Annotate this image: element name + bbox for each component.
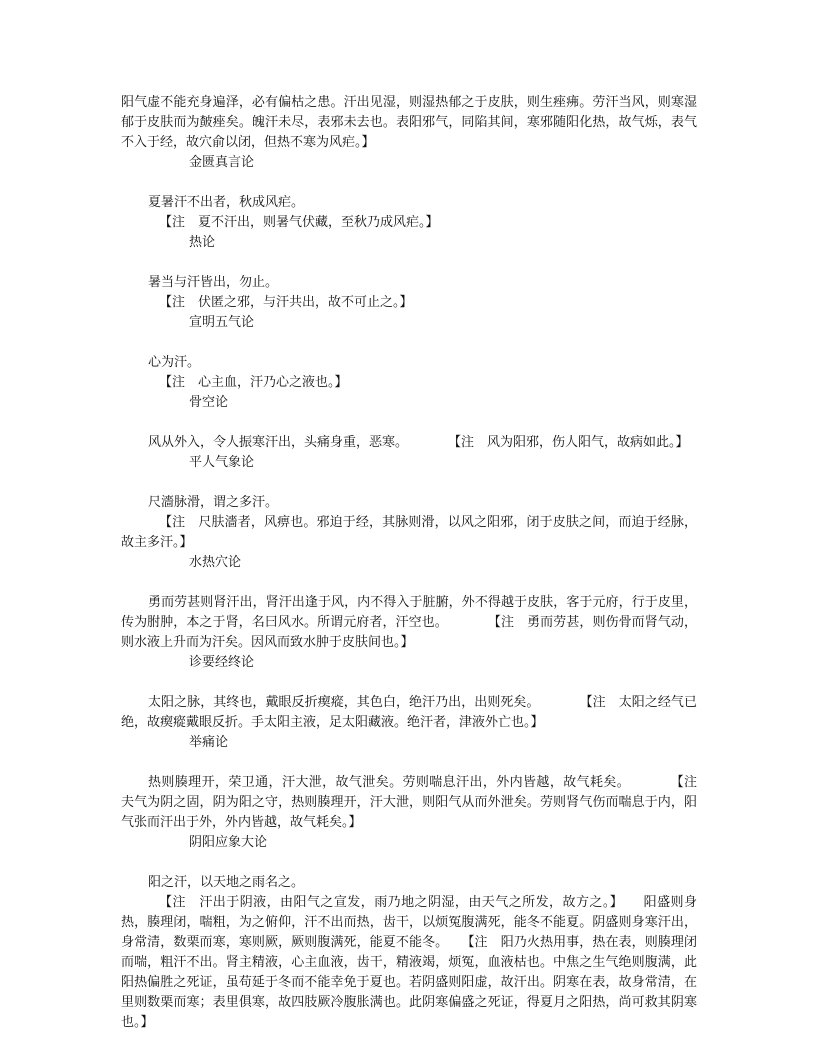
inline-annotation: 【注 夫气为阴之固，阴为阳之守，热则腠理开，汗大泄，则阳气从而外泄矣。劳则肾气伤而喘息于内，阳气张而汗出于外，外内皆越，故气耗矣。】 (121, 775, 710, 830)
paragraph-text: 热则腠理开，荣卫通，汗大泄，故气泄矣。劳则喘息汗出，外内皆越，故气耗矣。 (148, 775, 631, 790)
inline-annotation: 【注 勇而劳甚，则伤骨而肾气动，则水液上升而为汗矣。因风而致水肿于皮肤间也。】 (121, 615, 697, 650)
section-heading-jutong: 举痛论 (189, 735, 229, 750)
paragraph-with-inline-note (121, 773, 710, 833)
section-heading-gukong: 骨空论 (189, 395, 229, 410)
section-heading-jingui: 金匮真言论 (189, 155, 255, 170)
paragraph-continued: 阳气虚不能充身遍泽，必有偏枯之患。汗出见湿，则湿热郁之于皮肤，则生痤疿。劳汗当风，则寒湿郁于皮肤而为皶痤矣。魄汗未尽，表邪未去也。表阳邪气，同陷其间，寒邪随阳化热，故气烁，表气不入于经，故穴俞以闭，但热不寒为风疟。】 (121, 95, 697, 150)
section-heading-relun: 热论 (189, 235, 216, 250)
paragraph-text: 勇而劳甚则肾汗出，肾汗出逢于风，内不得入于脏腑，外不得越于皮肤，客于元府，行于皮里，传为胕肿，本之于肾，名曰风水。所谓元府者，汗空也。 (121, 595, 697, 630)
paragraph-text: 太阳之脉，其终也，戴眼反折瘈瘲，其色白，绝汗乃出，出则死矣。 (148, 695, 540, 710)
paragraph-text: 风从外入，令人振寒汗出，头痛身重，恶寒。 (148, 435, 409, 450)
inline-annotation: 【注 太阳之经气已绝，故瘈瘲戴眼反折。手太阳主液，足太阳藏液。绝汗者，津液外亡也。】 (121, 695, 697, 730)
section-heading-zhenyao: 诊要经终论 (189, 655, 255, 670)
section-heading-xuanming: 宣明五气论 (189, 315, 255, 330)
annotation: 【注 夏不汗出，则暑气伏藏，至秋乃成风疟。】 (159, 215, 439, 230)
document-page (121, 93, 710, 1033)
paragraph-with-inline-note (121, 433, 697, 453)
paragraph: 夏暑汗不出者，秋成风疟。 (148, 195, 305, 210)
paragraph: 阳之汗，以天地之雨名之。 (148, 875, 305, 890)
paragraph: 暑当与汗皆出，勿止。 (148, 275, 279, 290)
annotation: 【注 心主血，汗乃心之液也。】 (159, 375, 348, 390)
paragraph: 尺濇脉滑，谓之多汗。 (148, 495, 279, 510)
paragraph: 心为汗。 (148, 355, 201, 370)
annotation: 【注 伏匿之邪，与汗共出，故不可止之。】 (159, 295, 413, 310)
paragraph-with-inline-note (121, 693, 697, 733)
annotation: 【注 汗出于阴液，由阳气之宣发，雨乃地之阴湿，由天气之所发，故方之。】 阳盛则身热，腠理闭，喘粗，为之俯仰，汗不出而热，齿干，以烦冤腹满死，能冬不能夏。阴盛则身寒汗出，身常清，数栗而寒，寒则厥，厥则腹满死，能夏不能冬。 【注 阳乃火热用事，热在表，则腠理闭而喘，粗汗不出。肾主精液，心主血液，齿干，精液竭，烦冤，血液枯也。中焦之生气绝则腹满，此阳热偏胜之死证，虽苟延于冬而不能幸免于夏也。若阴盛则阳虚，故汗出。阴寒在表，故身常清，在里则数栗而寒；表里俱寒，故四肢厥冷腹胀满也。此阴寒偏盛之死证，得夏月之阳热，尚可救其阴寒也。】 (121, 895, 697, 1030)
annotation: 【注 尺肤濇者，风痹也。邪迫于经，其脉则滑，以风之阳邪，闭于皮肤之间，而迫于经脉，故主多汗。】 (121, 515, 697, 550)
inline-annotation: 【注 风为阳邪，伤人阳气，故病如此。】 (448, 435, 689, 450)
section-heading-pingren: 平人气象论 (189, 455, 255, 470)
paragraph-with-inline-note (121, 593, 697, 653)
section-heading-shuire: 水热穴论 (189, 555, 242, 570)
section-heading-yinyang: 阴阳应象大论 (189, 835, 268, 850)
